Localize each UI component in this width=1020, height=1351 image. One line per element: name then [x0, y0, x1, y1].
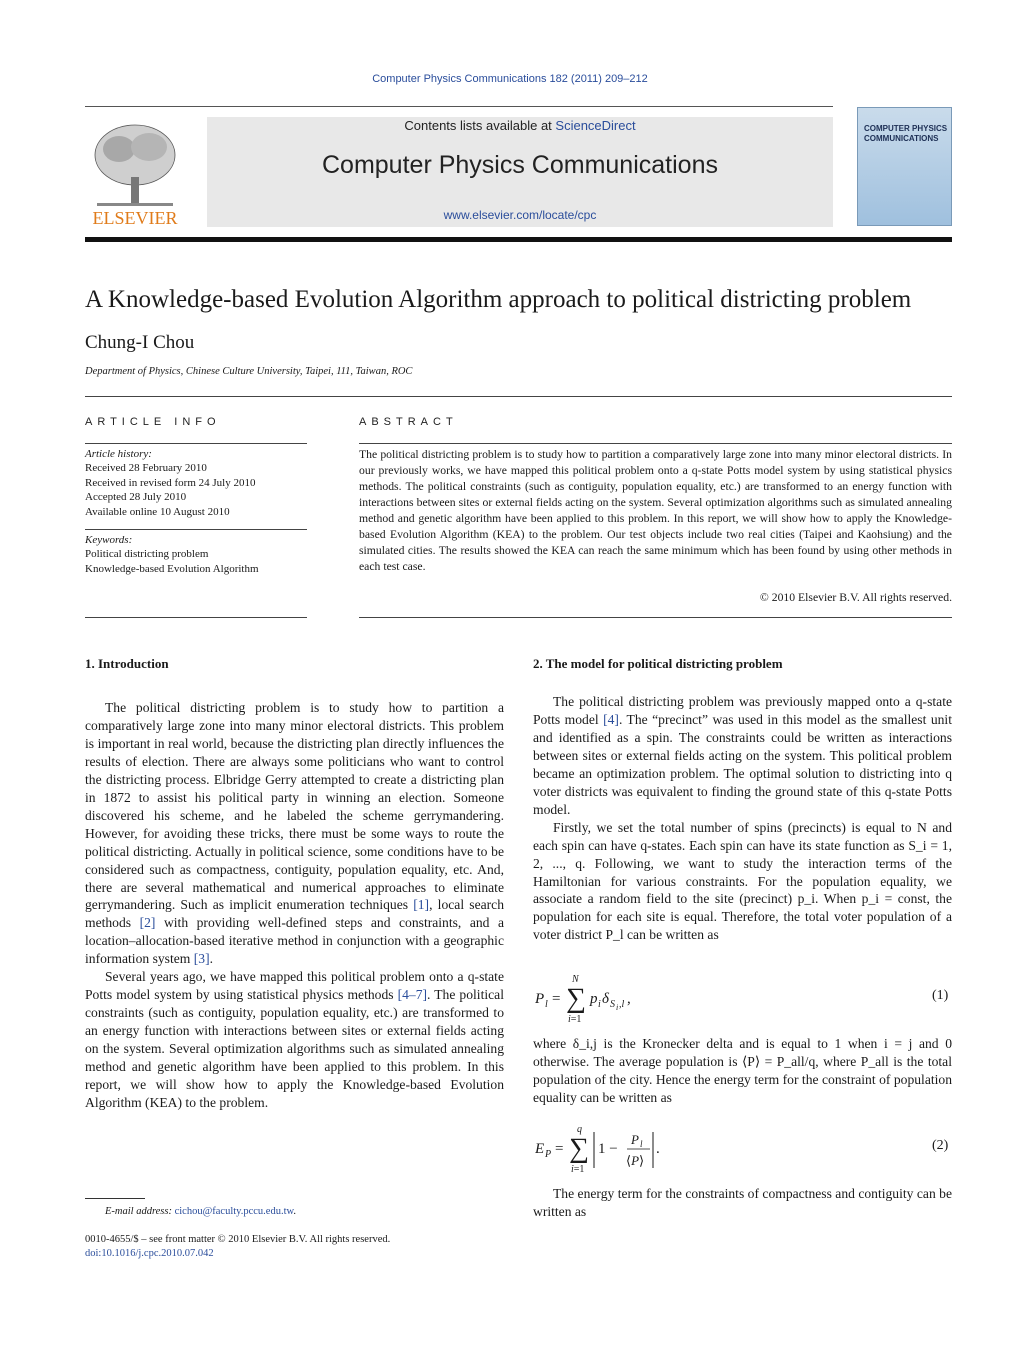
abstract-copyright: © 2010 Elsevier B.V. All rights reserved.: [759, 591, 952, 604]
svg-text:S: S: [610, 999, 615, 1010]
text-run: .: [293, 1206, 297, 1217]
svg-text:∑: ∑: [566, 983, 586, 1014]
citation-link[interactable]: [4–7]: [397, 987, 428, 1003]
svg-text:p: p: [590, 991, 598, 1007]
text-run: .: [209, 951, 214, 967]
abstract-text: The political districting problem is to study how to partition a comparatively large zone into many minor electoral districts. In our previously works, we have mapped this political problem onto a q-state Potts model system by using statistical physics methods. The political constraints (such as contiguity, population equality, etc.) are transformed to an energy function with interactions between sites or external fields acting on the system. Several optimization algorithms such as simulated annealing method and genetic algorithm have been applied to this problem. In this report, we will show how to apply the Knowledge-based Evolution Algorithm (KEA) to the problem. Our test objects include two real cities (Taipei and Kaohsiung) and the simulated cities. The results showed the KEA can reach the same minimum which has been found by using other methods in each test case.: [359, 448, 952, 573]
paragraph: [85, 699, 504, 968]
svg-text:N: N: [572, 974, 579, 985]
divider: [85, 529, 307, 530]
elsevier-logo[interactable]: [85, 117, 185, 227]
citation-link[interactable]: [3]: [193, 951, 210, 967]
model-body-continued: [533, 1185, 952, 1221]
keyword: Knowledge-based Evolution Algorithm: [85, 562, 259, 575]
paragraph: [85, 968, 504, 1112]
svg-text:.: .: [656, 1141, 660, 1157]
abstract-heading: ABSTRACT: [359, 416, 458, 428]
citation-link[interactable]: [1]: [413, 897, 430, 913]
equation-1: [535, 972, 952, 1024]
text-run: with providing well-defined steps and constraints, and a location–allocation-based iterative method in conjunction with a geographic information system: [85, 915, 504, 967]
keyword: Political districting problem: [85, 548, 209, 561]
doi-link[interactable]: doi:10.1016/j.cpc.2010.07.042: [85, 1248, 214, 1259]
author-email-footnote: [105, 1206, 296, 1217]
section-heading-introduction: 1. Introduction: [85, 656, 169, 671]
paper-title: A Knowledge-based Evolution Algorithm approach to political districting problem: [85, 286, 912, 313]
equation-number: (2): [932, 1138, 949, 1153]
text-run: Several years ago, we have mapped this political problem onto a q-state Potts model system by using statistical physics methods: [85, 969, 504, 1003]
model-body-continued: [533, 1035, 952, 1107]
history-item: Received in revised form 24 July 2010: [85, 476, 256, 489]
equation-2-render: [535, 1122, 952, 1174]
keywords: [85, 533, 307, 576]
history-item: Available online 10 August 2010: [85, 505, 230, 518]
contents-prefix: Contents lists available at: [404, 118, 556, 133]
svg-text:P: P: [535, 991, 545, 1007]
divider: [85, 617, 307, 618]
text-run: , local search methods: [85, 897, 505, 931]
text-run: . The political constraints (such as contiguity, population equality, etc.) are transformed to an energy function with interactions between sites or external fields acting on the system. Several optimization algorithms such as simulated annealing method and genetic algorithm have been applied to this problem. In this report, we will show how to apply the Knowledge-based Evolution Algorithm (KEA) to the problem.: [85, 987, 504, 1110]
text-run: . The “precinct” was used in this model as the smallest unit and identified as a spin. The constraints could be written as interactions between sites or external fields acting on the system. This political problem became an optimization problem. The optimal solution to districting into q voter districts was equivalent to finding the ground state of this q-state Potts model.: [533, 711, 952, 817]
svg-text:=: =: [555, 1141, 564, 1157]
paragraph: where δ_i,j is the Kronecker delta and is equal to 1 when i = j and 0 otherwise. The average population is ⟨P⟩ = P_all/q, where P_all is the total population of the city. Hence the energy term for the constraint of population equality can be written as: [533, 1036, 952, 1105]
divider: [85, 396, 952, 397]
svg-text:i=1: i=1: [571, 1164, 585, 1174]
article-history: [85, 447, 307, 519]
svg-text:1 −: 1 −: [598, 1141, 618, 1157]
paragraph: The energy term for the constraints of compactness and contiguity can be written as: [533, 1186, 952, 1219]
svg-text:,l: ,l: [619, 999, 625, 1010]
svg-text:i=1: i=1: [568, 1014, 582, 1024]
divider: [359, 617, 952, 618]
contents-line: [207, 118, 833, 133]
footnote-rule: [85, 1198, 145, 1199]
svg-text:i: i: [598, 999, 601, 1010]
footer-publication-info: [85, 1233, 390, 1261]
svg-text:∑: ∑: [569, 1133, 589, 1164]
svg-text:δ: δ: [602, 991, 609, 1007]
journal-name: Computer Physics Communications: [322, 151, 718, 179]
divider: [85, 443, 307, 444]
front-matter-line: 0010-4655/$ – see front matter © 2010 Elsevier B.V. All rights reserved.: [85, 1234, 391, 1245]
svg-text:⟨P⟩: ⟨P⟩: [626, 1153, 645, 1168]
model-body: [533, 693, 952, 944]
citation-link[interactable]: [4]: [603, 711, 619, 727]
svg-text:E: E: [535, 1141, 545, 1157]
journal-reference-link[interactable]: Computer Physics Communications 182 (2011) 209–212: [372, 73, 648, 85]
equation-1-render: [535, 972, 952, 1024]
svg-text:q: q: [577, 1124, 582, 1135]
paragraph: Firstly, we set the total number of spins (precincts) is equal to N and each spin can have q-states. Each spin can have its state function as S_i = 1, 2, ..., q. Following, we want to study the interaction terms of the Hamiltonian for various constraints. For the population equality, we associate a random field to the site (precinct) p_i. When p_i = const, the population for each site is equal. Therefore, the total voter population of a voter district P_l can be written as: [533, 819, 952, 943]
sciencedirect-link[interactable]: ScienceDirect: [555, 118, 636, 133]
svg-text:=: =: [552, 991, 561, 1007]
journal-url-link[interactable]: www.elsevier.com/locate/cpc: [443, 208, 597, 222]
journal-cover-image[interactable]: [857, 107, 952, 226]
svg-text:i: i: [616, 1003, 619, 1012]
history-item: Received 28 February 2010: [85, 462, 207, 475]
svg-text:,: ,: [627, 991, 631, 1007]
text-run: The political districting problem is to study how to partition a comparatively large zone into many minor electoral districts. This problem is important in real world, because the districting plan directly influences the results of election. There are always some politicians who want to control the districting process. Elbridge Gerry attempted to create a districting plan in 1872 to assist his political party in winning an election. Someone discovered his scheme, and he labeled the scheme gerrymandering. However, for avoiding these tricks, there must be some ways to route the political districting. Actually in political science, some conditions have to be considered such as compactness, contiguity, population equality, etc. And, there are several mathematical and numerical approaches to eliminate gerrymandering. Such as implicit enumeration techniques: [85, 700, 504, 913]
history-label: Article history:: [85, 448, 152, 460]
paragraph: [533, 693, 952, 819]
equation-2: [535, 1122, 952, 1174]
article-info-heading: ARTICLE INFO: [85, 416, 221, 428]
header-thick-rule: [85, 237, 952, 242]
header-divider: [85, 106, 833, 107]
author-affiliation: Department of Physics, Chinese Culture University, Taipei, 111, Taiwan, ROC: [85, 366, 413, 377]
tree-logo-icon: [85, 117, 185, 227]
citation-link[interactable]: [2]: [139, 915, 156, 931]
author-name: Chung-I Chou: [85, 332, 195, 353]
email-link[interactable]: cichou@faculty.pccu.edu.tw: [174, 1206, 294, 1217]
text-run: The political districting problem was previously mapped onto a q-state Potts model: [533, 694, 952, 727]
email-label: E-mail address:: [105, 1206, 175, 1217]
svg-text:l: l: [640, 1139, 643, 1149]
divider: [359, 443, 952, 444]
cover-title: COMPUTER PHYSICS COMMUNICATIONS: [864, 124, 948, 143]
history-item: Accepted 28 July 2010: [85, 491, 187, 504]
svg-text:P: P: [545, 1149, 552, 1160]
svg-text:P: P: [631, 1132, 639, 1147]
equation-number: (1): [932, 988, 949, 1003]
publisher-wordmark: ELSEVIER: [92, 208, 178, 227]
keywords-label: Keywords:: [85, 534, 133, 546]
journal-banner: [207, 117, 833, 227]
introduction-body: [85, 699, 504, 1112]
section-heading-model: 2. The model for political districting problem: [533, 656, 783, 671]
svg-text:l: l: [545, 999, 548, 1010]
